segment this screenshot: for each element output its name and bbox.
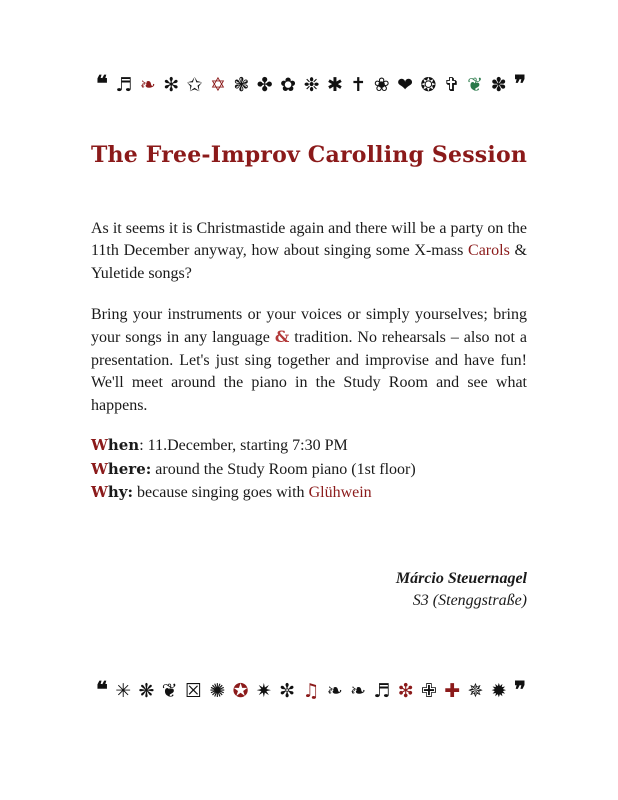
cross-icon: ✝ [350,74,367,96]
where-label-rest: here: [107,459,152,478]
red-flourish-icon: ❧ [139,74,156,96]
signature-name: Márcio Steuernagel [395,570,527,587]
white-florette-icon: ❀ [373,74,390,96]
where-row [91,458,527,482]
red-music-notes-icon: ♫ [302,680,320,702]
close-quote-ornament-icon: ❞ [514,677,526,703]
red-circled-star-icon: ✪ [232,680,249,702]
red-heavy-cross-icon: ✚ [444,680,461,702]
why-label [91,483,133,501]
four-petal-icon: ✤ [256,74,273,96]
where-value: around the Study Room piano (1st floor) [151,460,416,478]
why-value: because singing goes with [133,484,309,501]
latin-cross-icon: ✞ [443,74,460,96]
open-asterisk-icon: ✼ [279,680,296,702]
event-details [91,434,527,505]
flourish-second-icon: ❧ [350,680,367,702]
intro-paragraph [91,218,527,285]
asterisk-flower-icon: ✻ [163,74,180,96]
signature-location: S3 (Stenggstraße) [412,592,527,609]
crossed-box-icon: ☒ [184,680,203,702]
red-star-of-david-icon: ✡ [210,74,226,96]
carols-highlight: Carols [468,242,510,260]
open-quote-ornament-icon: ❝ [96,71,108,97]
where-label [91,460,151,478]
why-label-rest: hy: [107,483,134,501]
sixteen-point-asterisk-icon: ✺ [209,680,226,702]
page-title: The Free-Improv Carolling Session [90,142,528,168]
when-label-rest: hen [107,436,140,454]
snowflake-icon: ❃ [233,74,250,96]
gluehwein-highlight: Glühwein [308,484,372,501]
red-sparkle-icon: ❇ [397,680,414,702]
intro-text-start: As it seems it is Christmastide again and there will be a party on the 11th December anyway, how about singing some X-mass [91,220,527,260]
when-colon: : [139,437,144,454]
why-row [91,481,527,505]
why-label-initial: W [91,483,108,501]
ornament-row-bottom [96,676,526,704]
music-note-icon: ♬ [373,680,391,702]
circled-star-icon: ❂ [420,74,437,96]
flourish-icon: ❧ [326,680,343,702]
when-row [91,434,527,458]
pinwheel-star-icon: ✵ [467,680,484,702]
invitation-paragraph [91,304,527,417]
ampersand-highlight: & [274,327,290,347]
twelve-point-star-icon: ✹ [490,680,507,702]
invitation-text-end: tradition. No rehearsals – also not a presentation. Let's just sing together and improvise and have fun! We'll meet around the piano in the Study Room and see what happens. [91,329,528,414]
eight-spoke-asterisk-icon: ✳ [115,680,132,702]
signature-block [396,568,527,612]
teardrop-asterisk-icon: ✽ [490,74,507,96]
green-floral-heart-icon: ❦ [467,74,484,96]
when-label [91,436,139,454]
propeller-asterisk-icon: ❋ [138,680,155,702]
open-quote-ornament-icon: ❝ [96,677,108,703]
where-label-initial: W [91,459,108,478]
eight-point-star-icon: ✷ [255,680,272,702]
snowflake-bold-icon: ❉ [303,74,320,96]
intro-text-end: & Yuletide songs? [91,242,527,282]
when-value: 11.December, starting 7:30 PM [143,437,348,454]
floral-heart-icon: ❦ [161,680,178,702]
outlined-cross-icon: ✙ [421,680,437,702]
when-label-initial: W [91,436,108,454]
heavy-asterisk-icon: ✱ [326,74,343,96]
close-quote-ornament-icon: ❞ [514,71,526,97]
flower-icon: ✿ [280,74,297,96]
star-outline-icon: ✩ [186,74,203,96]
heart-icon: ❤ [397,74,414,96]
music-note-icon: ♬ [115,74,133,96]
invitation-text-start: Bring your instruments or your voices or simply yourselves; bring your songs in any language [91,306,527,347]
ornament-row-top [96,70,526,98]
